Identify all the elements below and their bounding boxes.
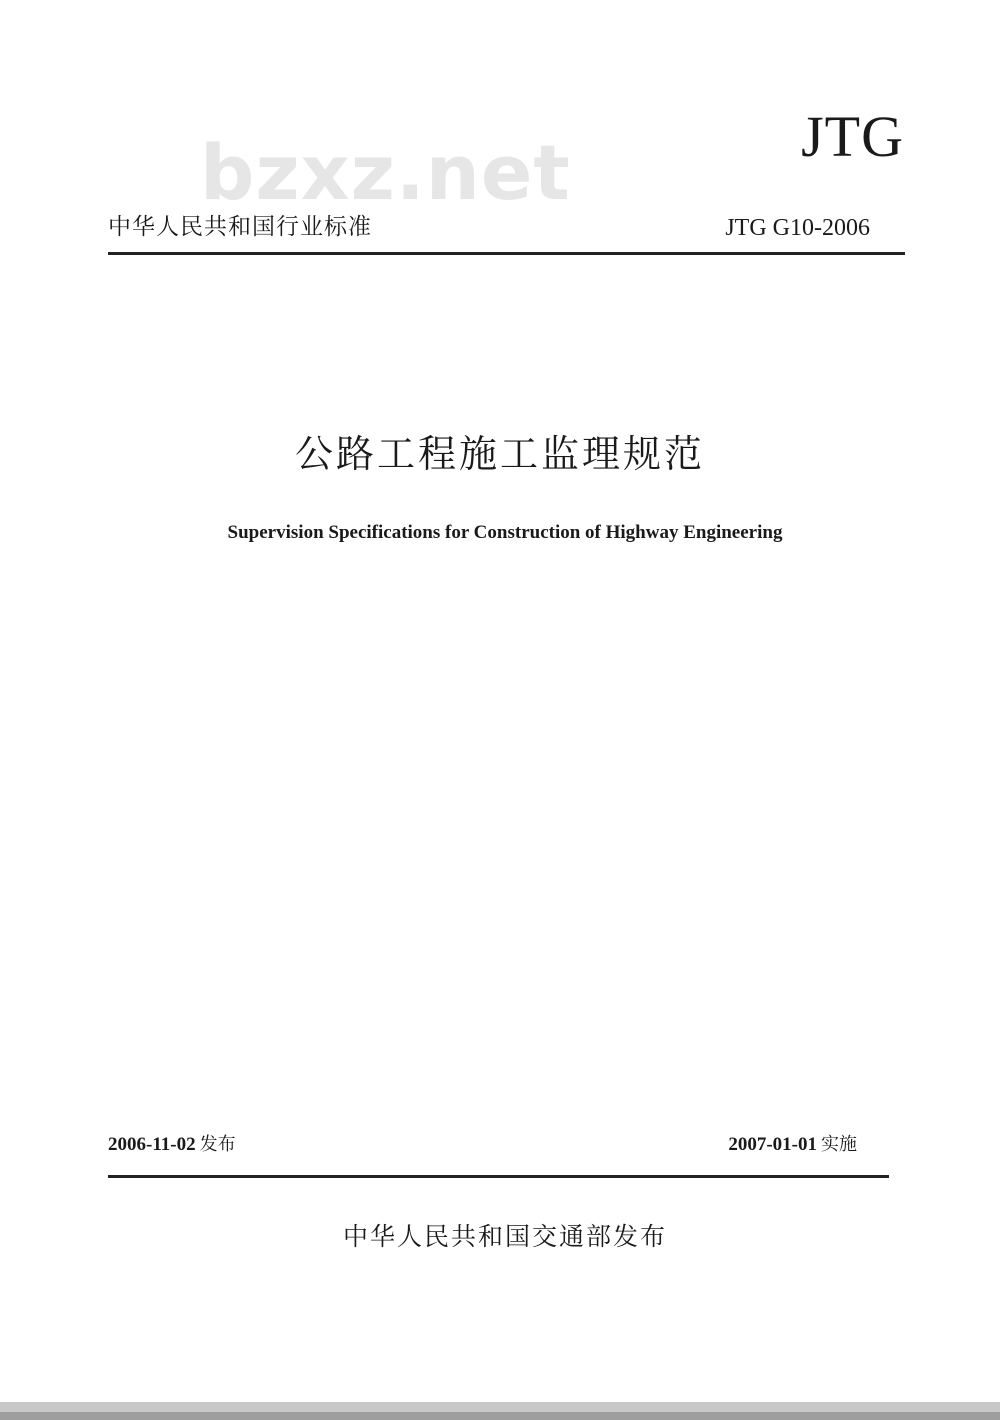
top-divider	[108, 252, 905, 255]
standard-code: JTG G10-2006	[725, 215, 870, 241]
scan-edge-dark	[0, 1412, 1000, 1420]
title-chinese: 公路工程施工监理规范	[294, 432, 705, 476]
issue-date-line	[108, 1131, 236, 1159]
publisher: 中华人民共和国交通部发布	[342, 1222, 667, 1251]
scan-edge-light	[0, 1402, 1000, 1412]
implement-date: 2007-01-01	[728, 1134, 817, 1155]
implement-date-line	[728, 1131, 857, 1159]
bottom-divider	[108, 1175, 889, 1178]
issue-label: 发布	[199, 1134, 236, 1155]
title-english: Supervision Specifications for Construction of Highway Engineering	[227, 522, 783, 543]
implement-label: 实施	[821, 1134, 857, 1155]
issue-date: 2006-11-02	[108, 1134, 196, 1155]
watermark: bzxz.net	[200, 128, 571, 217]
standard-category: 中华人民共和国行业标准	[108, 214, 372, 240]
jtg-mark: JTG	[801, 104, 904, 169]
